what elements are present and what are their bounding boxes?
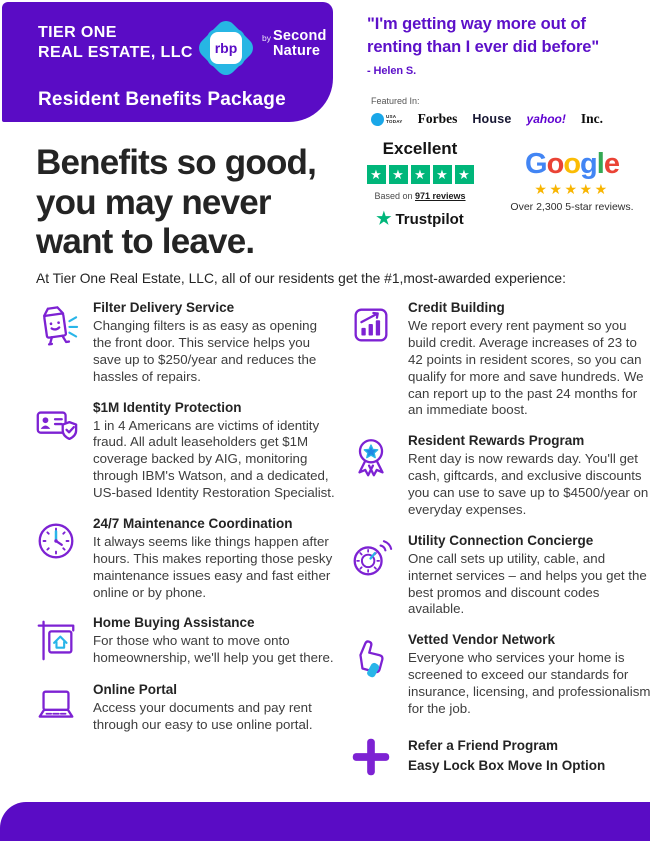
identity-protection-icon [33,400,83,502]
trustpilot-star-icon: ★ [411,165,430,184]
quote-attribution: - Helen S. [367,64,417,77]
brand-line1: Second [272,28,327,44]
company-name [38,23,193,64]
google-rating [492,150,650,213]
footer-bar [0,802,650,841]
trustpilot-logo [354,209,486,229]
trustpilot-stars [354,165,486,184]
google-stars-icon: ★★★★★ [534,181,610,197]
house-logo: House [472,112,512,126]
yahoo-logo: yahoo! [526,112,566,126]
benefit-body: It always seems like things happen after hours. This makes reporting those pesky maintenance issues easy and fast either online or by phone. [93,533,333,600]
benefit-body: We report every rent payment so you build credit. Average increases of 23 to 42 points in resident scores, so you can qualify for more and save hundreds. We can report up to the past 24 months for an immediate boost. [408,318,644,418]
quote-line2: renting than I ever did before" [367,37,600,56]
benefit-body: For those who want to move onto homeownership, we'll help you get there. [93,633,334,666]
trustpilot-star-glyph-icon: ★ [376,209,392,228]
second-nature-logo [262,29,327,59]
rewards-ribbon-icon [348,433,398,519]
maintenance-clock-icon [33,516,83,602]
benefit-body: Rent day is now rewards day. You'll get cash, giftcards, and exclusive discounts you can use to save up to $4500/year on everyday expenses. [408,451,649,517]
usa-today-text2: TODAY [386,119,403,124]
online-portal-laptop-icon [33,682,83,735]
package-title: Resident Benefits Package [38,89,286,110]
trustpilot-wordmark: Trustpilot [395,210,464,228]
inc-logo: Inc. [580,111,604,126]
benefit-item-vetted-vendor [348,632,650,718]
vetted-vendor-thumbs-up-icon [348,632,398,718]
rbp-logo-icon [194,17,258,79]
benefit-title-2: Easy Lock Box Move In Option [408,758,606,774]
benefit-body: Changing filters is as easy as opening the front door. This service helps you save up to $250/year and reduces the hassles of repairs. [93,318,317,384]
benefit-body: 1 in 4 Americans are victims of identity fraud. All adult leaseholders get $1M coverage backed by AIG, monitoring through IBM's Watson, and a dedicated, US-based Identity Restoration Specialist. [93,417,335,500]
google-review-caption: Over 2,300 5-star reviews. [510,201,634,213]
usa-today-text1: USA [386,113,397,119]
benefit-title: Home Buying Assistance [93,615,255,631]
trustpilot-rating [354,139,486,229]
google-letter: e [603,148,619,180]
benefit-item-utility-concierge [348,533,650,619]
brand-line2: Nature [272,42,321,59]
benefits-right-column [348,300,650,799]
benefit-title: Filter Delivery Service [93,300,235,315]
trustpilot-excellent-label: Excellent [382,139,458,158]
benefit-body: One call sets up utility, cable, and internet services – and helps you get the best promos and discount codes available. [408,550,647,617]
plus-icon [348,732,398,785]
benefit-item-identity-protection [33,400,338,502]
benefits-columns [33,300,650,799]
filter-delivery-icon [33,300,83,386]
benefit-title: $1M Identity Protection [93,399,242,415]
rbp-logo-text: rbp [210,32,242,64]
usa-today-circle-icon [371,113,384,126]
google-logo [492,150,650,179]
benefit-item-credit-building [348,300,650,419]
headline-line1: Benefits so good, [36,143,317,182]
reviews-count-link[interactable]: 971 reviews [415,191,466,201]
benefit-body: Everyone who services your home is screened to exceed our standards for insurance, licensing, and professionalism for the job. [408,650,650,716]
headline-line3: want to leave. [36,222,255,262]
utility-concierge-dial-icon [348,533,398,619]
benefit-title: Utility Connection Concierge [408,532,594,548]
benefit-item-extras [348,732,650,785]
benefit-title: Vetted Vendor Network [408,632,556,648]
google-letter: o [546,148,564,180]
quote-line1: "I'm getting way more out of [367,15,586,33]
benefit-title: Credit Building [408,300,505,315]
benefit-title: Online Portal [93,682,178,698]
company-line1: TIER ONE [38,24,117,41]
by-label: by [262,32,271,43]
forbes-logo: Forbes [417,111,458,126]
page-title [36,143,316,262]
benefits-left-column [33,300,338,799]
benefit-item-rewards [348,433,650,519]
featured-in-label: Featured In: [371,96,420,106]
google-letter: o [563,148,581,180]
benefit-item-online-portal [33,682,338,735]
benefit-item-home-buying [33,615,338,668]
company-line2: REAL ESTATE, LLC [38,44,193,62]
press-logo-row [371,111,603,127]
benefit-item-maintenance [33,516,338,602]
benefit-title: Resident Rewards Program [408,433,585,449]
testimonial-quote [367,13,599,79]
benefit-title: 24/7 Maintenance Coordination [93,515,293,531]
headline-line2: you may never [36,182,271,222]
benefit-title: Refer a Friend Program [408,738,559,754]
google-letter: G [525,148,547,180]
trustpilot-star-icon: ★ [455,165,474,184]
trustpilot-review-count [354,191,486,201]
home-buying-sign-icon [33,615,83,668]
benefit-body: Access your documents and pay rent through our easy to use online portal. [93,700,313,733]
featured-in-section [371,96,603,127]
intro-line: At Tier One Real Estate, LLC, all of our residents get the #1,most-awarded experience: [36,271,566,286]
trustpilot-star-icon: ★ [367,165,386,184]
credit-building-chart-icon [348,300,398,419]
trustpilot-star-icon: ★ [433,165,452,184]
trustpilot-star-icon: ★ [389,165,408,184]
google-letter: g [580,148,597,180]
benefit-item-filter-delivery [33,300,338,386]
google-letter: l [596,148,604,180]
header-card [2,2,333,122]
based-on-label: Based on [374,191,413,201]
usa-today-logo [371,113,403,126]
